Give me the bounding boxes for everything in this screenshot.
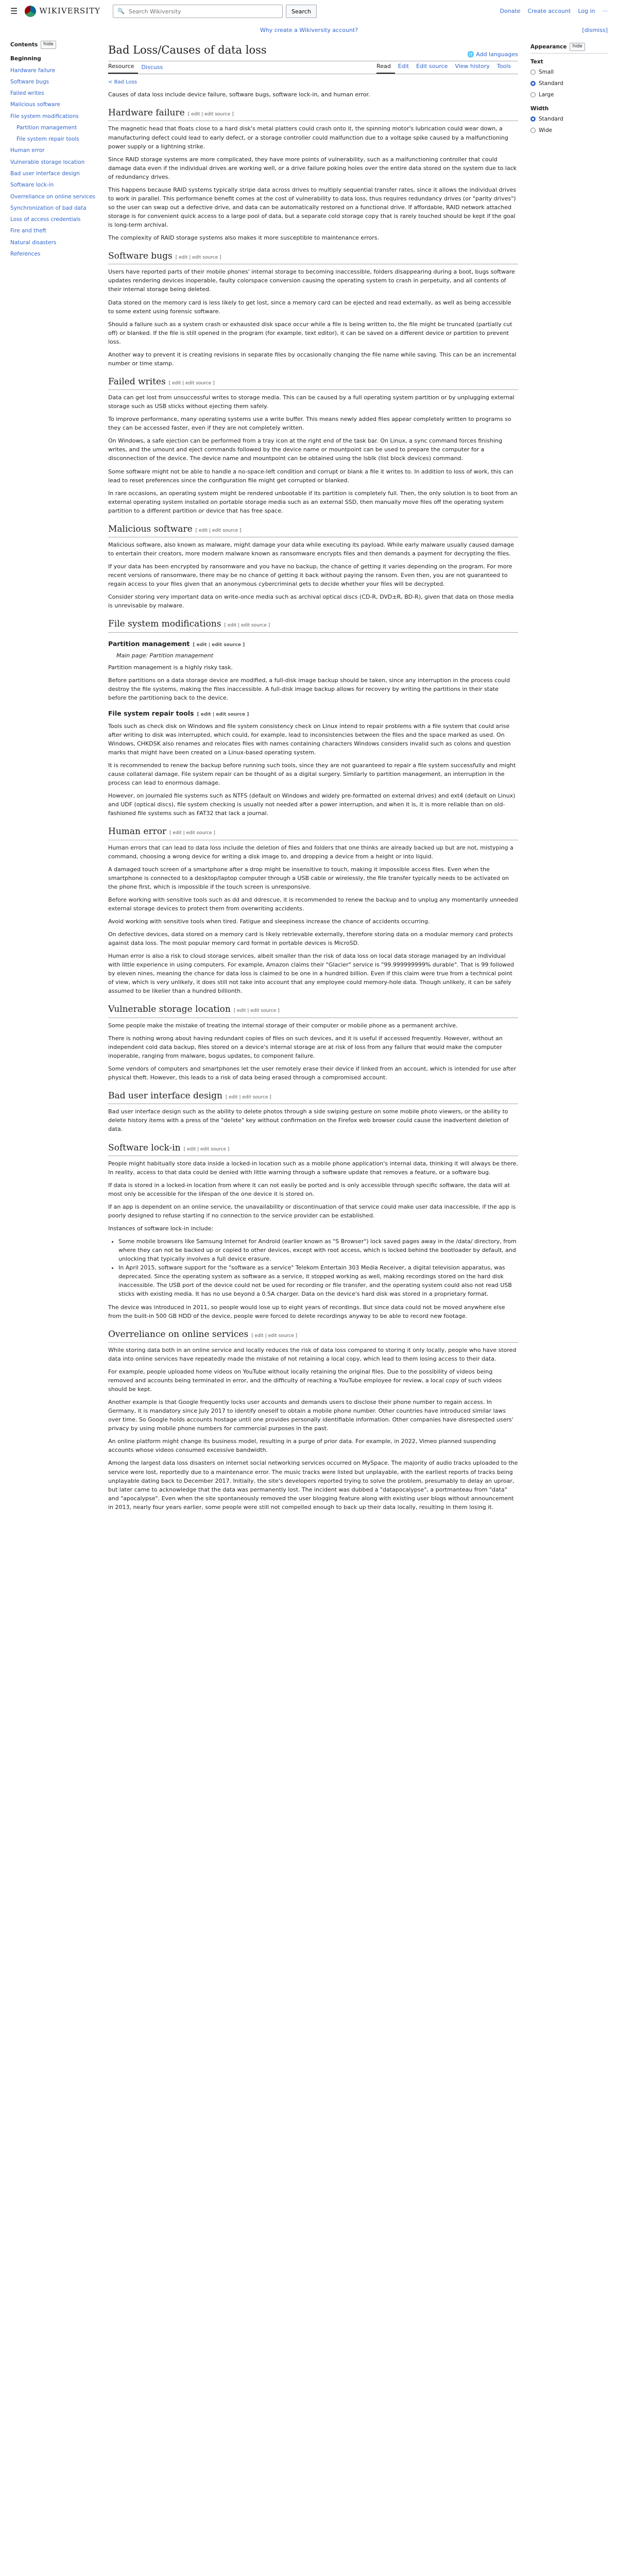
- paragraph: Before working with sensitive tools such as dd and ddrescue, it is recommended to renew the backup and to unplug any momentarily unneeded external storage devices to protect them from overwriting accidents.: [108, 896, 518, 912]
- paragraph: Avoid working with sensitive tools when tired. Fatigue and sleepiness increase the chance of accidents occurring.: [108, 918, 430, 925]
- paragraph: Among the largest data loss disasters on internet social networking services occurred on MySpace. The majority of audio tracks uploaded to the service were lost, reportedly due to a maintenance error. The music tracks were listed but unplayable, with the earliest reports of tracks being unplayable dating back to December 2017. Initially, the site's developers reported trying to solve the problem, presumably to delay an uproar, but later came to acknowledge that the data was permanently lost. The incident was dubbed a "datapocalypse", a portmanteau from "data" and "apocalypse". Even when the site spontaneously removed the user blogging feature along with existing user blogs without announcement in 2013, nearly four years earlier, some people were still not compelled enough to back up their data locally, resulting in them losing it.: [108, 1460, 518, 1511]
- toc-item[interactable]: Overreliance on online services: [10, 193, 95, 200]
- appearance-option[interactable]: [530, 66, 608, 78]
- toc-list: [10, 53, 98, 260]
- paragraph: Tools such as check disk on Windows and file system consistency check on Linux intend to repair problems with a file system that could arise after writing to disk was interrupted, which could, for example, lead to inconsistencies between the files and the space marked as used. On Windows, CHKDSK also renames and relocates files with names containing characters Windows considers invalid such as colons and question marks that might have been created on a Linux-based operating system.: [108, 722, 511, 756]
- tab[interactable]: Resource: [108, 62, 138, 74]
- paragraph: While storing data both in an online service and locally reduces the risk of data loss compared to storing it only locally, people who have stored data into online services have repeatedly made the mistake of not retaining a local copy, which lead to them losing access to their data.: [108, 1346, 517, 1362]
- toc-item[interactable]: Failed writes: [10, 90, 44, 97]
- toc-item[interactable]: Vulnerable storage location: [10, 159, 85, 165]
- tab[interactable]: View history: [455, 62, 490, 70]
- appearance-option[interactable]: [530, 125, 608, 136]
- appearance-header: [530, 43, 608, 54]
- section-title: File system repair tools: [108, 709, 194, 717]
- toc-item[interactable]: Synchronization of bad data: [10, 205, 87, 211]
- paragraph: Another way to prevent it is creating revisions in separate files by occasionally changing the file name while saving. This can be an incremental number or time stamp.: [108, 351, 517, 367]
- option-label: Small: [539, 69, 554, 75]
- appearance-option[interactable]: [530, 113, 608, 125]
- section-title: Human error: [108, 826, 167, 837]
- edit-section-link[interactable]: [ edit | edit source ]: [225, 1095, 271, 1100]
- radio-icon: [530, 70, 536, 75]
- paragraph: Bad user interface design such as the ability to delete photos through a side swiping gesture on some mobile photo viewers, or the ability to delete history items with a press of the "delete" key without confirmation on the Firefox web browser could cause the inadvertent deletion of data.: [108, 1108, 509, 1133]
- page-heading: [108, 42, 518, 61]
- main-content: [98, 38, 530, 1516]
- paragraph: If an app is dependent on an online service, the unavailability or discontinuation of that service could make user data inaccessible, if the app is poorly designed to refuse starting if no connection to the service provider can be established.: [108, 1204, 516, 1219]
- radio-icon: [530, 116, 536, 122]
- paragraph: To improve performance, many operating systems use a write buffer. This means newly added files appear completely written to programs so they can be accessed faster, even if they are not completely written.: [108, 416, 511, 432]
- paragraph: Since RAID storage systems are more complicated, they have more points of vulnerability, such as a malfunctioning controller that could damage data even if the individual drives are working well, or a drive failure poking holes over the entire data stored on the system due to lack of redundancy drives.: [108, 156, 517, 180]
- toc-item[interactable]: Malicious software: [10, 101, 60, 108]
- paragraph: People might habitually store data inside a locked-in location such as a mobile phone application's internal data, thinking it will always be there. In reality, access to that data could be denied with little warning through a software update that removes a feature, or a software bug.: [108, 1160, 518, 1176]
- section-title: Bad user interface design: [108, 1091, 222, 1101]
- paragraph: On defective devices, data stored on a memory card is likely retrievable externally, therefore storing data on a modular memory card protects against data loss. The most popular memory card format in portable devices is MicroSD.: [108, 931, 513, 947]
- section-heading: [108, 639, 518, 649]
- section-heading: [108, 1328, 518, 1343]
- toc-item[interactable]: Fire and theft: [10, 228, 47, 234]
- dismiss-button[interactable]: [dismiss]: [582, 27, 608, 33]
- account-banner: [0, 23, 618, 38]
- section-title: Failed writes: [108, 376, 166, 387]
- page-tabs: [108, 62, 518, 74]
- parent-page-link[interactable]: < Bad Loss: [108, 79, 138, 85]
- toc-item[interactable]: File system modifications: [10, 113, 79, 120]
- radio-icon: [530, 128, 536, 133]
- option-label: Standard: [539, 115, 563, 122]
- toc-item[interactable]: Loss of access credentials: [10, 216, 81, 223]
- radio-icon: [530, 81, 536, 86]
- appearance-title: Appearance: [530, 44, 567, 50]
- paragraph: Human error is also a risk to cloud storage services, albeit smaller than the risk of data loss on local data storage managed by an individual with little experience in using computers. For example, Amazon claims their "Glacier" service is "99.999999999% durable". That is 99 followed by eleven nines, meaning the chance for data loss is claimed to be one in a hundred billion. Even if this claim were true from a technical point of view, which is very unlikely, it does still not take into account that any employee could memory-hole data. Though unlikely, it can be safely assumed to be likelier than a hundred billionth.: [108, 953, 514, 995]
- user-link[interactable]: Log in: [578, 8, 595, 15]
- option-label: Large: [539, 92, 554, 98]
- search-input[interactable]: [128, 8, 278, 15]
- edit-section-link[interactable]: [ edit | edit source ]: [197, 711, 249, 717]
- list-item: • In April 2015, software support for the "software as a service" Telekom Entertain 303 Media Receiver, a digital television apparatus, was deprecated. Since the operating system as software as a service, it stopped working as well, making recordings stored on the hard disk inaccessible. The USB port of the device could not be used for recording or file transfer, and the operating system could also not read USB sticks with existing media. It has no use beyond a 0.5A charger. Data on the device's hard disk was stored in a proprietary format.: [118, 1263, 518, 1298]
- appearance-option[interactable]: [530, 89, 608, 100]
- toc-item[interactable]: References: [10, 250, 41, 257]
- toc-item[interactable]: Human error: [10, 147, 45, 154]
- banner-link[interactable]: Why create a Wikiversity account?: [260, 27, 358, 33]
- section-title: Vulnerable storage location: [108, 1004, 231, 1015]
- edit-section-link[interactable]: [ edit | edit source ]: [175, 255, 221, 261]
- article-body: [108, 106, 518, 1512]
- toc-item[interactable]: Natural disasters: [10, 239, 57, 246]
- toc-hide-button[interactable]: hide: [41, 41, 56, 49]
- edit-section-link[interactable]: [ edit | edit source ]: [187, 112, 234, 117]
- tab[interactable]: Tools: [496, 62, 511, 70]
- edit-section-link[interactable]: [ edit | edit source ]: [169, 831, 215, 836]
- appearance-group-label: Width: [530, 106, 549, 112]
- section-title: Software bugs: [108, 251, 173, 262]
- section-heading: [108, 249, 518, 264]
- hatnote: Main page: Partition management: [116, 652, 213, 659]
- paragraph: On Windows, a safe ejection can be performed from a tray icon at the right end of the task bar. On Linux, a sync command forces finishing writes, and the umount and eject commands followed by the device name or mountpoint can be used to prepare the computer for a disconnection of the device. The device name and mountpoint can be obtained using the lsblk (list block devices) command.: [108, 437, 503, 462]
- tab[interactable]: Discuss: [141, 63, 163, 71]
- paragraph: The device was introduced in 2011, so people would lose up to eight years of recordings. But since data could not be moved anywhere else from the built-in 500 GB HDD of the device, people were forced to delete recordings anyway to be able to record new footage.: [108, 1303, 505, 1319]
- search-box: [113, 5, 283, 18]
- toc-item[interactable]: Beginning: [10, 56, 41, 62]
- paragraph: In rare occasions, an operating system might be rendered unbootable if its partition is completely full. Then, the only solution is to boot from an external operating system installed on portable storage media such as an external SSD, then manually move files off the operating system partition to a different partition or device that has free space.: [108, 489, 518, 514]
- paragraph: Users have reported parts of their mobile phones' internal storage to becoming inaccessible, folders disappearing during a boot, bugs software updates rendering devices inoperable, faulty colorspace conversion causing the operating system to crash in perpetuity, and all contents of their internal storage being deleted.: [108, 268, 515, 293]
- paragraph: An online platform might change its business model, resulting in a purge of prior data. For example, in 2022, Vimeo planned suspending accounts whose videos consumed excessive bandwidth.: [108, 1438, 496, 1454]
- toc-header: [10, 41, 98, 49]
- tab[interactable]: Edit: [398, 62, 409, 70]
- paragraph: The magnetic head that floats close to a hard disk's metal platters could crash onto it, the spinning motor's lubrication could wear down, a manufacturing defect could lead to early defect, or a storage controller could malfunction due to a voltage spike caused by a malfunctioning power supply or a lightning strike.: [108, 125, 508, 150]
- paragraph: If data is stored in a locked-in location from where it can not easily be ported and is only accessible through specific software, the data will at most only be accessible for the lifespan of the one device it is stored on.: [108, 1181, 510, 1197]
- wikiversity-logo-icon: [25, 6, 36, 17]
- search-icon: 🔍: [117, 8, 125, 15]
- edit-section-link[interactable]: [ edit | edit source ]: [193, 642, 245, 648]
- toc-title: Contents: [10, 42, 38, 48]
- paragraph: This happens because RAID systems typically stripe data across drives to multiply sequential transfer rates, since it allows the individual drives to work in parallel. This performance benefit comes at the cost of vulnerability to data loss, thus requires redundancy drives (or "parity drives") so the user can swap out a defective drive, and data can be automatically restored on a functional drive. If affordable, RAID network attached storage is for convenient quick access to a large pool of data, but a separate cold storage copy that is rarely touched should be kept if the goal is long-term archival.: [108, 186, 517, 228]
- section-title: File system modifications: [108, 619, 221, 630]
- section-heading: [108, 1089, 518, 1104]
- user-links: [500, 7, 608, 15]
- section-heading: [108, 825, 518, 840]
- intro-paragraph: Causes of data loss include device failure, software bugs, software lock-in, and human error.: [108, 91, 370, 98]
- toc-item[interactable]: File system repair tools: [16, 136, 79, 143]
- user-link[interactable]: Donate: [500, 8, 521, 15]
- edit-section-link[interactable]: [ edit | edit source ]: [251, 1333, 297, 1338]
- toc-item[interactable]: Software bugs: [10, 78, 49, 85]
- section-heading: [108, 375, 518, 390]
- section-heading: [108, 1003, 518, 1018]
- toc-item[interactable]: Hardware failure: [10, 67, 56, 74]
- tab[interactable]: Edit source: [416, 62, 448, 70]
- appearance-options: [530, 58, 608, 136]
- paragraph: Some people make the mistake of treating the internal storage of their computer or mobile phone as a permanent archive.: [108, 1022, 458, 1029]
- paragraph: For example, people uploaded home videos on YouTube without locally retaining the original files. Due to the possibility of videos being removed and accounts being terminated in error, and the difficulty of reaching a YouTube employee for review, a local copy of such videos should be kept.: [108, 1368, 502, 1393]
- site-name: WIKIVERSITY: [39, 6, 101, 16]
- section-title: Malicious software: [108, 523, 193, 534]
- edit-section-link[interactable]: [ edit | edit source ]: [195, 528, 242, 533]
- paragraph: Should a failure such as a system crash or exhausted disk space occur while a file is being written to, the file might be truncated (partially cut off) or blanked. If the file is still opened in the program (for example, text editor), it can be saved on a different device or partition to prevent loss.: [108, 320, 512, 345]
- section-title: Partition management: [108, 639, 190, 648]
- paragraph: If your data has been encrypted by ransomware and you have no backup, the chance of getting it varies depending on the program. For more recent versions of ransomware, there may be no chance of getting it back without paying the ransom. Even then, you are not guaranteed to regain access to your files given that an anonymous cybercriminal gets to decide whether your files will be decrypted.: [108, 563, 512, 588]
- edit-section-link[interactable]: [ edit | edit source ]: [183, 1146, 230, 1152]
- appearance-option[interactable]: [530, 78, 608, 89]
- appearance-panel: [530, 38, 608, 1516]
- section-heading: [108, 708, 518, 719]
- section-heading: [108, 522, 518, 537]
- section-title: Overreliance on online services: [108, 1329, 249, 1340]
- section-heading: [108, 617, 518, 632]
- add-languages-button[interactable]: 🌐 Add languages: [467, 50, 518, 58]
- appearance-group-label: Text: [530, 59, 543, 65]
- page-title: Bad Loss/Causes of data loss: [108, 44, 267, 57]
- paragraph: Partition management is a highly risky task.: [108, 664, 233, 671]
- main-menu-icon[interactable]: ☰: [10, 6, 18, 16]
- paragraph: The complexity of RAID storage systems also makes it more susceptible to maintenance errors.: [108, 234, 380, 241]
- section-heading: [108, 106, 518, 121]
- edit-section-link[interactable]: [ edit | edit source ]: [168, 380, 215, 386]
- radio-icon: [530, 92, 536, 97]
- tab[interactable]: Read: [376, 62, 395, 74]
- paragraph: There is nothing wrong about having redundant copies of files on such devices, and it is useful if accessed frequently. However, without an independent cold data backup, files stored on a device's internal storage are at risk of loss from any failure that would make the computer inoperable, ranging from malware, bogus updates, to component failure.: [108, 1035, 503, 1059]
- paragraph: Data stored on the memory card is less likely to get lost, since a memory card can be ejected and read externally, as well as being accessible to some extent using forensic software.: [108, 299, 511, 315]
- paragraph: Some vendors of computers and smartphones let the user remotely erase their device if linked from an account, which is intended for use after physical theft. However, this leads to a risk of data being erased through a compromised account.: [108, 1065, 517, 1081]
- appearance-hide-button[interactable]: hide: [570, 43, 585, 51]
- edit-section-link[interactable]: [ edit | edit source ]: [233, 1008, 280, 1014]
- section-heading: [108, 1141, 518, 1156]
- option-label: Wide: [539, 127, 553, 133]
- paragraph: It is recommended to renew the backup before running such tools, since they are not guaranteed to repair a file system successfully and might cause collateral damage. File system repair can be thought of as a digital surgery. Similarly to partition management, an interruption in the process can lead to enormous damage.: [108, 762, 516, 787]
- user-link[interactable]: Create account: [527, 8, 571, 15]
- section-title: Software lock-in: [108, 1142, 181, 1153]
- user-link[interactable]: ···: [602, 8, 608, 15]
- paragraph: Data can get lost from unsuccessful writes to storage media. This can be caused by a full operating system partition or by unplugging external storage such as USB sticks without ejecting them safely.: [108, 394, 514, 410]
- paragraph: Instances of software lock-in include:: [108, 1225, 214, 1232]
- paragraph: Consider storing very important data on write-once media such as archival optical discs (CD-R, DVD±R, BD-R), given that data on those media is unrevisable by malware.: [108, 594, 514, 609]
- paragraph: Human errors that can lead to data loss include the deletion of files and folders that one thinks are already backed up but are not, mistyping a command, choosing a wrong device for writing a disk image to, and dropping a device from a height or into liquid.: [108, 844, 513, 860]
- table-of-contents: [10, 38, 98, 1516]
- toc-item[interactable]: Bad user interface design: [10, 170, 80, 177]
- site-logo[interactable]: [25, 5, 100, 17]
- paragraph: A damaged touch screen of a smartphone after a drop might be insensitive to touch, making it impossible access files. Even when the smartphone is connected to a desktop/laptop computer through a USB cable or wirelessly, the file transfer typically needs to be activated on the phone first, which is impossible if the touch screen is unresponsive.: [108, 866, 509, 890]
- add-languages-label: Add languages: [476, 50, 518, 58]
- list-item: • Some mobile browsers like Samsung Internet for Android (earlier known as "S Browser") lock saved pages away in the /data/ directory, from where they can not be backed up or copied to other devices, except with root access, which is locked behind the bootloader by default, and unlocking that typically involves a full device erasure.: [118, 1237, 518, 1263]
- paragraph: Malicious software, also known as malware, might damage your data while executing its payload. While early malware usually caused damage to entertain their creators, more modern malware known as ransomware encrypts files and then demands a payment for decrypting the files.: [108, 541, 514, 557]
- view-tabs: [376, 62, 518, 74]
- toc-item[interactable]: Software lock-in: [10, 182, 54, 189]
- toc-item[interactable]: Partition management: [16, 124, 77, 131]
- paragraph: However, on journaled file systems such as NTFS (default on Windows and widely pre-formatted on external drives) and ext4 (default on Linux) and UDF (optical discs), file system checking is usually not needed after a power interruption, and when it is, it is more reliable than on old-fashioned file systems such as FAT32 that lack a journal.: [108, 792, 516, 817]
- bullet-list: [108, 1237, 518, 1298]
- section-title: Hardware failure: [108, 108, 185, 118]
- edit-section-link[interactable]: [ edit | edit source ]: [224, 623, 270, 629]
- paragraph: Some software might not be able to handle a no-space-left condition and corrupt or blank a file it writes to. In addition to loss of work, this can lead to reset preferences since the configuration file might get corrupted or blanked.: [108, 468, 513, 484]
- paragraph: Before partitions on a data storage device are modified, a full-disk image backup should be taken, since any interruption in the process could destroy the file systems, making the files inaccessible. A full-disk image backup allows for recovery by writing the partitions in their state before the partitioning back to the device.: [108, 676, 510, 701]
- option-label: Standard: [539, 80, 563, 87]
- search-button[interactable]: Search: [286, 5, 317, 18]
- paragraph: Another example is that Google frequently locks user accounts and demands users to disclose their phone number to regain access. In Germany, it is mandatory since July 2017 to identify oneself to obtain a mobile phone number. Other countries have introduced similar laws over time. So Google holds accounts hostage until one provides personally identifiable information. Other companies have disrespected users' privacy by using mobile phone numbers for commercial purposes in the past.: [108, 1399, 513, 1432]
- top-bar: [0, 0, 618, 23]
